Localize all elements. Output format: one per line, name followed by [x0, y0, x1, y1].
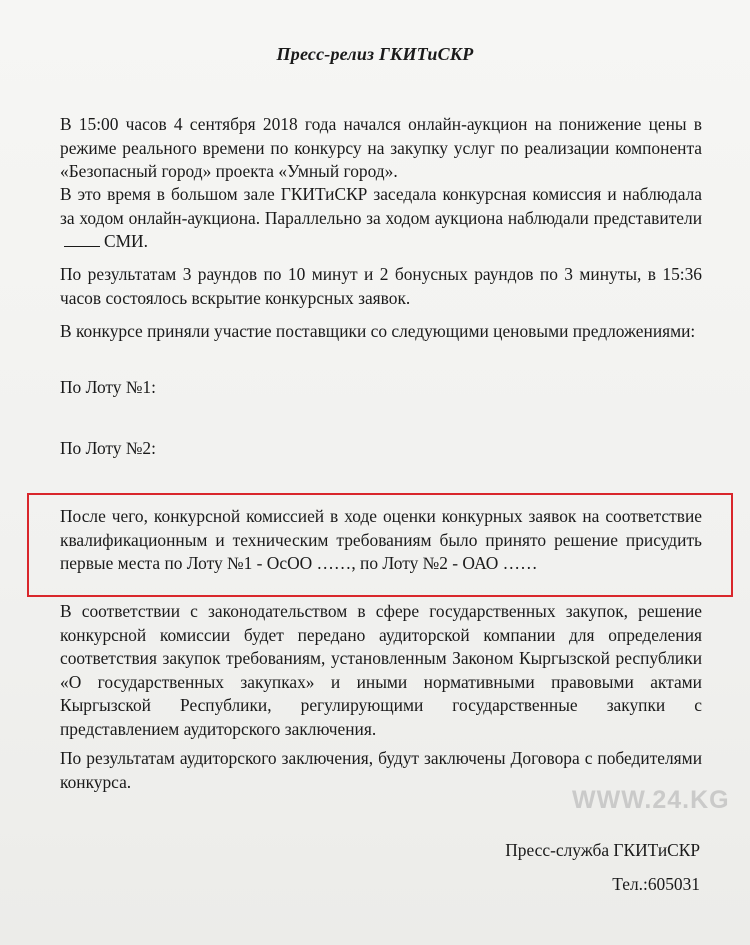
lot-2-label: По Лоту №2:: [60, 438, 156, 458]
watermark: WWW.24.KG: [572, 786, 730, 814]
signature-phone: Тел.:605031: [612, 874, 700, 894]
blank-line: [64, 232, 100, 247]
paragraph-participants: В конкурсе приняли участие поставщики со следующими ценовыми предложениями:: [60, 321, 696, 341]
paragraph-rounds: По результатам 3 раундов по 10 минут и 2 бонусных раундов по 3 минуты, в 15:36 часов состоялось вскрытие конкурсных заявок.: [60, 264, 702, 308]
lot-1-label: По Лоту №1:: [60, 377, 156, 397]
paragraph-commission: [60, 183, 702, 254]
paragraph-decision: После чего, конкурсной комиссией в ходе оценки конкурных заявок на соответствие квалификационным и техническим требованиям было принято решение присудить первые места по Лоту №1 - ОсОО ……, по Лоту №2 - ОАО ……: [60, 506, 702, 573]
paragraph-audit: В соответствии с законодательством в сфере государственных закупок, решение конкурсной комиссии будет передано аудиторской компании для определения соответствия закупок требованиям, установленным Законом Кыргызской республики «О государственных закупках» и иными нормативными правовыми актами Кыргызской Республики, регулирующими государственные закупки с представлением аудиторского заключения.: [60, 601, 702, 739]
paragraph-auction-start: В 15:00 часов 4 сентября 2018 года начался онлайн-аукцион на понижение цены в режиме реального времени по конкурсу на закупку услуг по реализации компонента «Безопасный город» проекта «Умный город».: [60, 114, 702, 181]
paragraph-contracts: По результатам аудиторского заключения, будут заключены Договора с победителями конкурса.: [60, 748, 702, 792]
document-title: Пресс-релиз ГКИТиСКР: [276, 44, 474, 64]
signature-press-service: Пресс-служба ГКИТиСКР: [505, 840, 700, 860]
paragraph-commission-end: СМИ.: [104, 231, 148, 251]
paragraph-commission-text: В это время в большом зале ГКИТиСКР заседала конкурсная комиссия и наблюдала за ходом онлайн-аукциона. Параллельно за ходом аукциона наблюдали представители: [60, 184, 702, 228]
